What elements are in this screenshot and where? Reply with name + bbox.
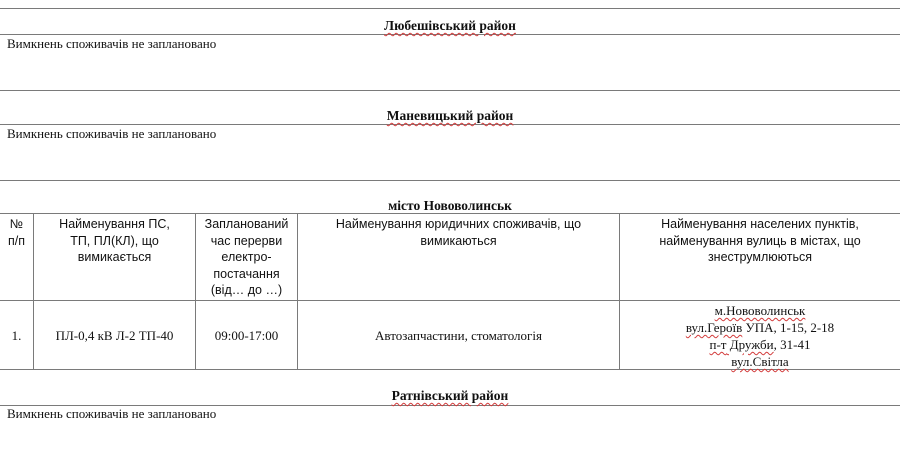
district-title-lyubeshiv — [0, 18, 900, 34]
header-line: найменування вулиць в містах, що — [659, 233, 861, 248]
header-line: № — [9, 217, 24, 231]
header-line: електро- — [221, 250, 272, 264]
table-border — [0, 180, 900, 181]
district-title-novovolynsk: місто Нововолинськ — [388, 198, 512, 213]
header-number — [0, 216, 33, 249]
settlement-street — [620, 336, 900, 353]
street-numbers: , 31-41 — [773, 337, 811, 352]
row-number: 1. — [11, 328, 22, 343]
district-title-ratne — [0, 388, 900, 404]
district-title-text: Маневицький район — [386, 108, 514, 123]
header-ps-name — [34, 216, 195, 266]
header-line: Запланований — [204, 217, 289, 231]
header-line: ТП, ПЛ(КЛ), що — [70, 233, 159, 248]
street-prefix: п-т — [709, 337, 727, 352]
header-line: вимикається — [77, 250, 152, 264]
header-line: постачання — [213, 266, 280, 281]
district-title-text: Любешівський район — [384, 18, 516, 33]
table-border-top — [0, 8, 900, 9]
table-border — [0, 34, 900, 35]
header-line: Найменування ПС, — [59, 217, 170, 231]
header-line: Найменування юридичних споживачів, що — [335, 217, 582, 231]
district-note-manevychi: Вимкнень споживачів не заплановано — [7, 126, 217, 141]
header-line: вимикаються — [420, 233, 497, 248]
street-name: вул.Світла — [731, 354, 789, 369]
header-line: знеструмлюються — [707, 250, 813, 264]
row-ps-name: ПЛ-0,4 кВ Л-2 ТП-40 — [55, 328, 174, 343]
header-settlements — [620, 216, 900, 266]
street-prefix: вул. — [685, 320, 708, 335]
header-line: Найменування населених пунктів, — [661, 217, 859, 231]
header-planned-time — [196, 216, 297, 299]
row-planned-time: 09:00-17:00 — [214, 328, 279, 343]
header-line: п/п — [7, 233, 25, 248]
district-title-text: Ратнівський район — [391, 388, 509, 403]
street-name: Героїв — [707, 320, 743, 335]
table-border — [0, 300, 900, 301]
header-line: (від… до …) — [210, 283, 283, 297]
district-title-manevychi — [0, 108, 900, 124]
table-border — [0, 124, 900, 125]
settlement-city-text: м.Нововолинськ — [714, 303, 806, 318]
row-legal-consumers: Автозапчастини, стоматологія — [375, 328, 542, 343]
street-name: Дружби — [726, 337, 774, 352]
header-line: час перерви — [210, 233, 283, 248]
row-settlements — [620, 302, 900, 370]
header-legal-consumers — [298, 216, 619, 249]
district-note-ratne: Вимкнень споживачів не заплановано — [7, 406, 217, 421]
settlement-city — [620, 302, 900, 319]
district-note-lyubeshiv: Вимкнень споживачів не заплановано — [7, 36, 217, 51]
street-numbers: УПА, 1-15, 2-18 — [742, 320, 835, 335]
table-border — [0, 90, 900, 91]
settlement-street — [620, 353, 900, 370]
settlement-street — [620, 319, 900, 336]
